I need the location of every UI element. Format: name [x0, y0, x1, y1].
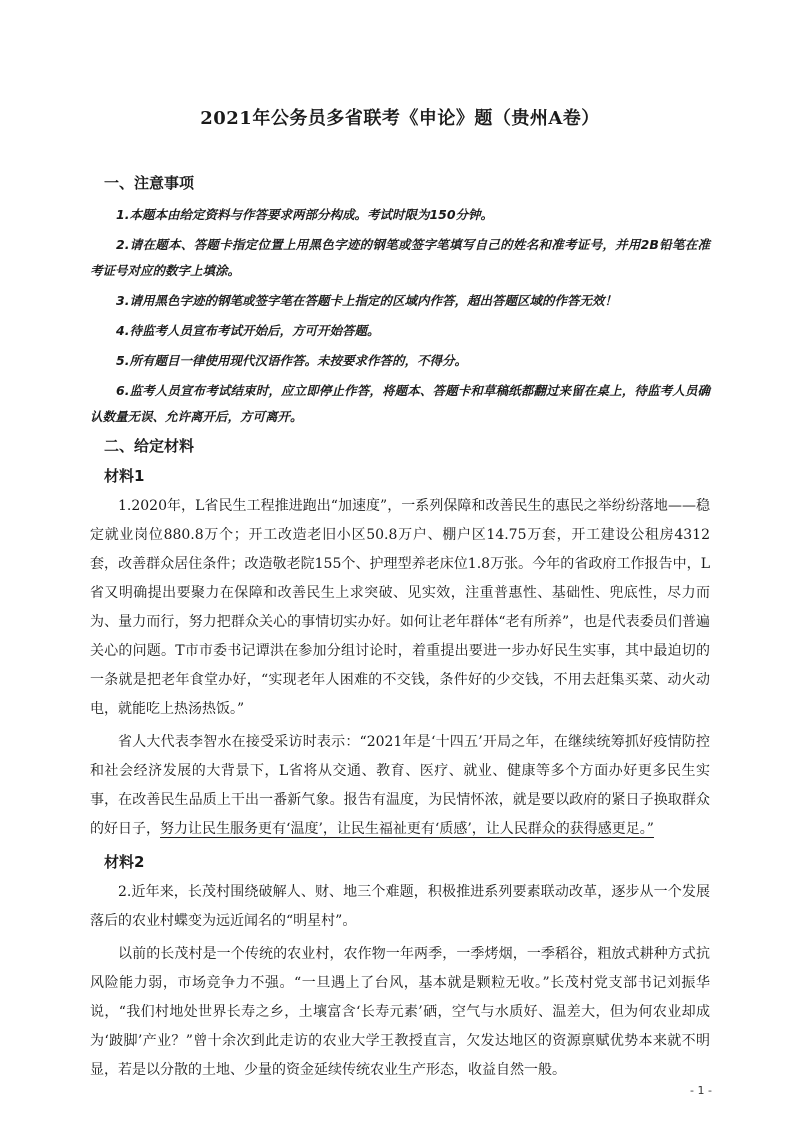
note-item: 4.待监考人员宣布考试开始后，方可开始答题。 — [116, 323, 380, 338]
materials-heading: 二、给定材料 — [104, 437, 195, 455]
material-2-paragraph-1: 2.近年来，长茂村围绕破解人、财、地三个难题，积极推进系列要素联动改革，逐步从一个发展落后的农业村蝶变为远近闻名的“明星村”。 — [90, 884, 710, 929]
note-item: 2.请在题本、答题卡指定位置上用黑色字迹的钢笔或签字笔填写自己的姓名和准考证号，并用2B铅笔在准考证号对应的数字上填涂。 — [90, 237, 710, 278]
material-2-title: 材料2 — [104, 853, 145, 871]
material-1-paragraph-2-text: 省人大代表李智水在接受采访时表示：“2021年是‘十四五’开局之年，在继续统筹抓好疫情防控和社会经济发展的大背景下，L省将从交通、教育、医疗、就业、健康等多个方面办好更多民生实事，在改善民生品质上干出一番新气象。报告有温度，为民情怀浓，就是要以政府的紧日子换取群众的好日子， — [90, 734, 710, 837]
material-1-title: 材料1 — [104, 467, 145, 485]
material-1-paragraph-2 — [90, 728, 710, 844]
material-1-paragraph-1: 1.2020年，L省民生工程推进跑出“加速度”，一系列保障和改善民生的惠民之举纷纷落地——稳定就业岗位880.8万个；开工改造老旧小区50.8万户、棚户区14.75万套，开工建设公租房4312套，改善群众居住条件；改造敬老院155个、护理型养老床位1.8万张。今年的省政府工作报告中，L省又明确提出要聚力在保障和改善民生上求突破、见实效，注重普惠性、基础性、兜底性，尽力而为、量力而行，努力把群众关心的事情切实办好。如何让老年群体“老有所养”，也是代表委员们普遍关心的问题。T市市委书记谭洪在参加分组讨论时，着重提出要进一步办好民生实事，其中最迫切的一条就是把老年食堂办好，“实现老年人困难的不交钱，条件好的少交钱，不用去赶集买菜、动火动电，就能吃上热汤热饭。” — [90, 498, 710, 717]
note-item: 6.监考人员宣布考试结束时，应立即停止作答，将题本、答题卡和草稿纸都翻过来留在桌上，待监考人员确认数量无误、允许离开后，方可离开。 — [90, 383, 710, 424]
material-1-underlined-quote: 努力让民生服务更有‘温度’，让民生福祉更有‘质感’，让人民群众的获得感更足。” — [160, 821, 654, 837]
notes-heading: 一、注意事项 — [104, 174, 195, 192]
material-2-paragraph-2: 以前的长茂村是一个传统的农业村，农作物一年两季，一季烤烟，一季稻谷，粗放式耕种方式抗风险能力弱，市场竞争力不强。“一旦遇上了台风，基本就是颗粒无收。”长茂村党支部书记刘振华说，“我们村地处世界长寿之乡，土壤富含‘长寿元素’硒，空气与水质好、温差大，但为何农业却成为‘跛脚’产业？”曾十余次到此走访的农业大学王教授直言，欠发达地区的资源禀赋优势本来就不明显，若是以分散的土地、少量的资金延续传统农业生产形态，收益自然一般。 — [90, 946, 710, 1078]
note-item: 5.所有题目一律使用现代汉语作答。未按要求作答的，不得分。 — [116, 353, 467, 368]
page-number: - 1 - — [690, 1084, 712, 1097]
document-title: 2021年公务员多省联考《申论》题（贵州A卷） — [200, 108, 600, 129]
notes-list — [90, 202, 710, 430]
document-body — [90, 172, 710, 1089]
note-item: 3.请用黑色字迹的钢笔或签字笔在答题卡上指定的区域内作答，超出答题区域的作答无效！ — [116, 293, 617, 308]
note-item: 1.本题本由给定资料与作答要求两部分构成。考试时限为150分钟。 — [116, 207, 494, 222]
